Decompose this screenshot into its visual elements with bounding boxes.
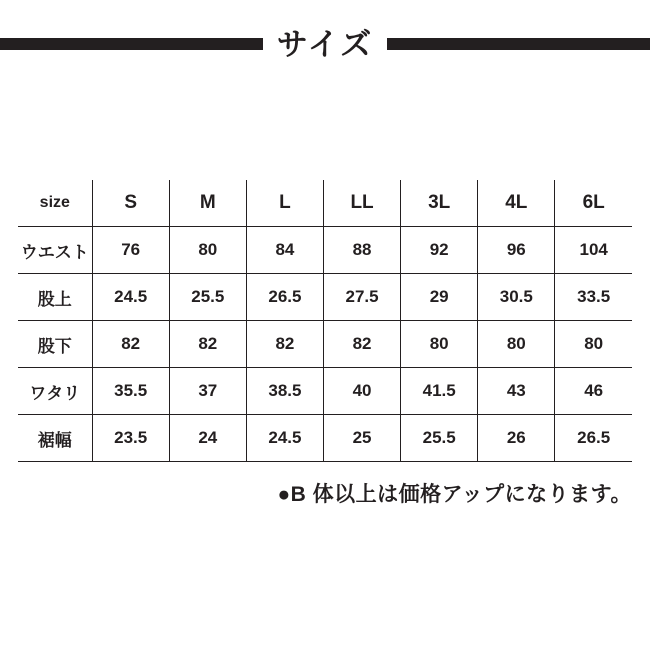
cell-hem-m: 24: [169, 415, 246, 462]
cell-waist-6l: 104: [555, 227, 632, 274]
table-header-row: [18, 180, 632, 227]
page-title: サイズ: [276, 26, 374, 62]
cell-thigh-l: 38.5: [246, 368, 323, 415]
cell-hem-l: 24.5: [246, 415, 323, 462]
cell-waist-s: 76: [92, 227, 169, 274]
row-label-rise: 股上: [18, 274, 92, 321]
cell-thigh-s: 35.5: [92, 368, 169, 415]
cell-waist-3l: 92: [401, 227, 478, 274]
column-header-ll: LL: [323, 180, 400, 227]
cell-rise-ll: 27.5: [323, 274, 400, 321]
header-bar-right: [387, 38, 650, 50]
cell-inseam-3l: 80: [401, 321, 478, 368]
cell-waist-m: 80: [169, 227, 246, 274]
size-table-container: [18, 180, 632, 462]
cell-rise-6l: 33.5: [555, 274, 632, 321]
cell-rise-l: 26.5: [246, 274, 323, 321]
column-header-4l: 4L: [478, 180, 555, 227]
table-row: [18, 368, 632, 415]
cell-thigh-3l: 41.5: [401, 368, 478, 415]
cell-hem-3l: 25.5: [401, 415, 478, 462]
cell-hem-4l: 26: [478, 415, 555, 462]
table-row: [18, 227, 632, 274]
table-row: [18, 415, 632, 462]
column-header-6l: 6L: [555, 180, 632, 227]
cell-thigh-4l: 43: [478, 368, 555, 415]
cell-rise-3l: 29: [401, 274, 478, 321]
row-label-inseam: 股下: [18, 321, 92, 368]
cell-waist-ll: 88: [323, 227, 400, 274]
cell-waist-l: 84: [246, 227, 323, 274]
cell-hem-ll: 25: [323, 415, 400, 462]
cell-thigh-6l: 46: [555, 368, 632, 415]
cell-rise-s: 24.5: [92, 274, 169, 321]
column-header-s: S: [92, 180, 169, 227]
cell-hem-s: 23.5: [92, 415, 169, 462]
cell-hem-6l: 26.5: [555, 415, 632, 462]
cell-inseam-m: 82: [169, 321, 246, 368]
cell-inseam-ll: 82: [323, 321, 400, 368]
cell-inseam-l: 82: [246, 321, 323, 368]
cell-thigh-ll: 40: [323, 368, 400, 415]
size-table: [18, 180, 632, 462]
cell-inseam-6l: 80: [555, 321, 632, 368]
page-header: [0, 22, 650, 66]
header-bar-left: [0, 38, 263, 50]
table-row: [18, 321, 632, 368]
table-corner-label: size: [18, 180, 92, 227]
column-header-m: M: [169, 180, 246, 227]
price-note: ●B 体以上は価格アップになります。: [277, 483, 632, 506]
row-label-thigh: ワタリ: [18, 368, 92, 415]
column-header-3l: 3L: [401, 180, 478, 227]
cell-inseam-4l: 80: [478, 321, 555, 368]
column-header-l: L: [246, 180, 323, 227]
cell-rise-m: 25.5: [169, 274, 246, 321]
cell-rise-4l: 30.5: [478, 274, 555, 321]
cell-inseam-s: 82: [92, 321, 169, 368]
table-row: [18, 274, 632, 321]
cell-thigh-m: 37: [169, 368, 246, 415]
row-label-hem: 裾幅: [18, 415, 92, 462]
row-label-waist: ウエスト: [18, 227, 92, 274]
cell-waist-4l: 96: [478, 227, 555, 274]
